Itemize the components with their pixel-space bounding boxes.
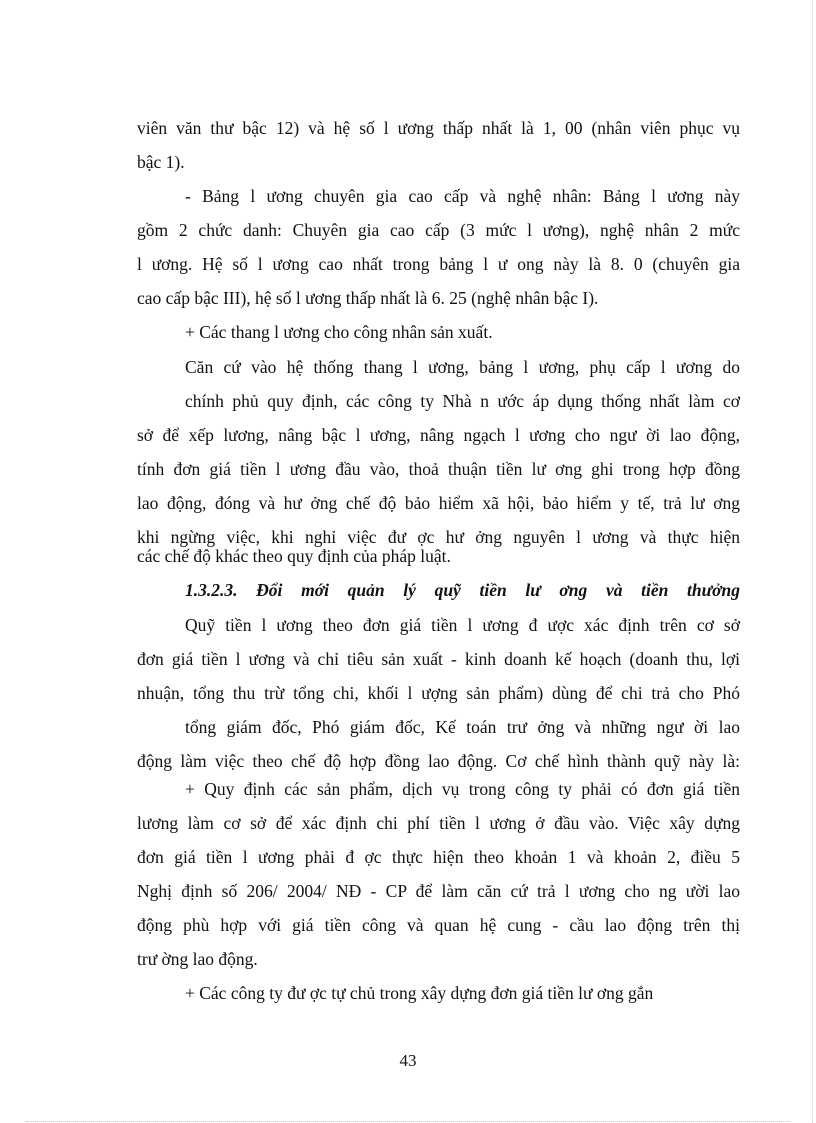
text-line: sở để xếp lương, nâng bậc l ương, nâng ngạch l ương cho ngư ời lao động, xyxy=(137,425,740,445)
text-line: + Các thang l ương cho công nhân sản xuất. xyxy=(185,322,493,342)
text-line: gồm 2 chức danh: Chuyên gia cao cấp (3 mức l ương), nghệ nhân 2 mức xyxy=(137,220,740,240)
text-line: các chế độ khác theo quy định của pháp luật. xyxy=(137,546,451,566)
text-line: Quỹ tiền l ương theo đơn giá tiền l ương đ ược xác định trên cơ sở xyxy=(185,615,740,635)
bottom-dotted-rule xyxy=(26,1121,790,1122)
text-line: bậc 1). xyxy=(137,152,185,172)
text-line: + Quy định các sản phẩm, dịch vụ trong công ty phải có đơn giá tiền xyxy=(185,779,740,799)
text-line: động làm việc theo chế độ hợp đồng lao động. Cơ chế hình thành quỹ này là: xyxy=(137,751,740,771)
text-line: cao cấp bậc III), hệ số l ương thấp nhất là 6. 25 (nghệ nhân bậc I). xyxy=(137,288,599,308)
text-line: - Bảng l ương chuyên gia cao cấp và nghệ nhân: Bảng l ương này xyxy=(185,186,740,206)
page-number: 43 xyxy=(399,1051,417,1070)
text-line: Nghị định số 206/ 2004/ NĐ - CP để làm căn cứ trả l ương cho ng ười lao xyxy=(137,881,740,901)
text-line: lương làm cơ sở để xác định chi phí tiền l ương ở đầu vào. Việc xây dựng xyxy=(137,813,740,833)
right-dotted-rule xyxy=(812,0,813,1123)
text-line: động phù hợp với giá tiền công và quan hệ cung - cầu lao động trên thị xyxy=(137,915,740,935)
text-line: tính đơn giá tiền l ương đầu vào, thoả thuận tiền lư ơng ghi trong hợp đồng xyxy=(137,459,740,479)
text-line: trư ờng lao động. xyxy=(137,949,258,969)
text-line: Căn cứ vào hệ thống thang l ương, bảng l ương, phụ cấp l ương do xyxy=(185,357,740,377)
text-line: lao động, đóng và hư ởng chế độ bảo hiểm xã hội, bảo hiểm y tế, trả lư ơng xyxy=(137,493,740,513)
text-line: + Các công ty đư ợc tự chủ trong xây dựng đơn giá tiền lư ơng gắn xyxy=(185,983,654,1003)
text-line: khi ngừng việc, khi nghỉ việc đư ợc hư ởng nguyên l ương và thực hiện xyxy=(137,527,740,547)
text-line: đơn giá tiền l ương phải đ ợc thực hiện theo khoản 1 và khoản 2, điều 5 xyxy=(137,847,740,867)
text-line: viên văn thư bậc 12) và hệ số l ương thấp nhất là 1, 00 (nhân viên phục vụ xyxy=(137,118,740,138)
text-line: nhuận, tổng thu trừ tổng chi, khối l ượng sản phẩm) dùng để chi trả cho Phó xyxy=(137,683,740,703)
section-heading: 1.3.2.3. Đổi mới quản lý quỹ tiền lư ơng và tiền thưởng xyxy=(185,580,740,600)
text-line: tổng giám đốc, Phó giám đốc, Kế toán trư ởng và những ngư ời lao xyxy=(185,717,740,737)
text-line: đơn giá tiền l ương và chỉ tiêu sản xuất - kinh doanh kế hoạch (doanh thu, lợi xyxy=(137,649,740,669)
text-line: l ương. Hệ số l ương cao nhất trong bảng l ư ong này là 8. 0 (chuyên gia xyxy=(137,254,740,274)
text-line: chính phủ quy định, các công ty Nhà n ước áp dụng thống nhất làm cơ xyxy=(185,391,740,411)
